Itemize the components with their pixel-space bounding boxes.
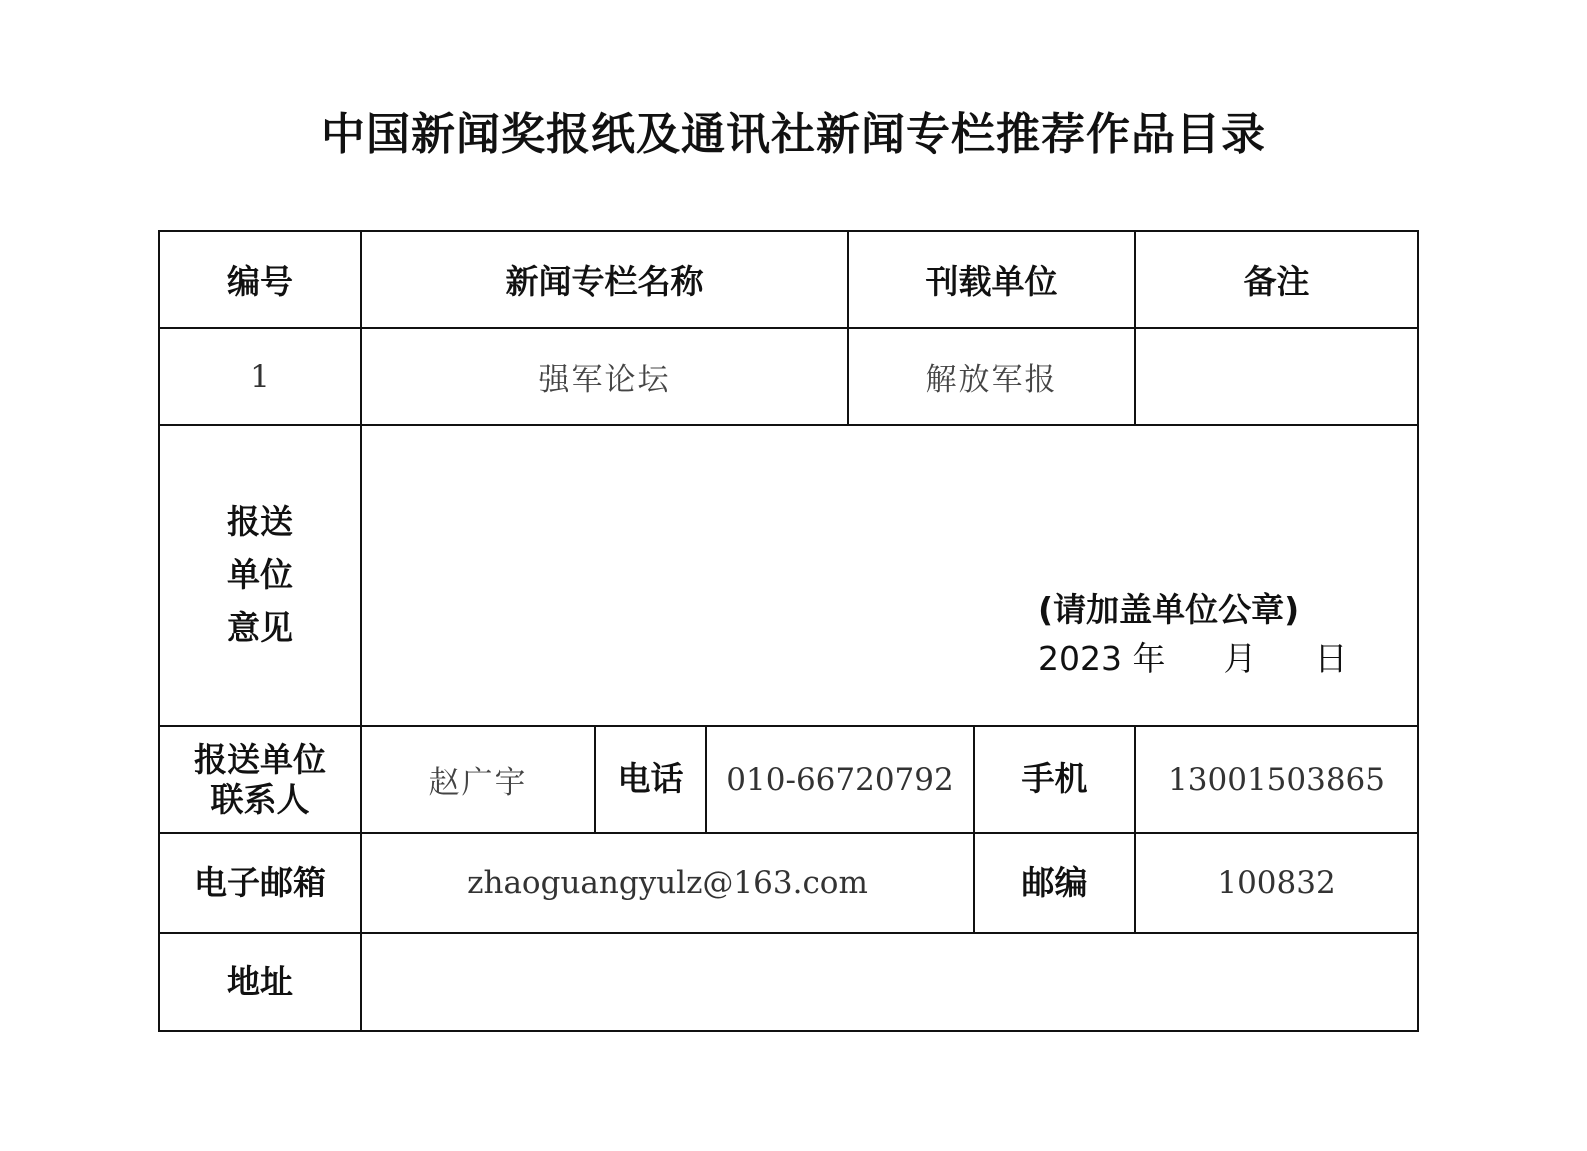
seal-block <box>1038 584 1347 680</box>
seal-note: (请加盖单位公章) <box>1038 590 1300 629</box>
address-value[interactable] <box>361 933 1418 1031</box>
address-row <box>159 933 1418 1031</box>
recommendation-form-table <box>158 230 1419 1032</box>
date-year-unit: 年 <box>1132 639 1166 678</box>
mobile-label: 手机 <box>974 726 1135 833</box>
postcode-label: 邮编 <box>974 833 1135 933</box>
phone-value[interactable]: 010-66720792 <box>706 726 974 833</box>
date-year: 2023 <box>1038 639 1122 678</box>
phone-label: 电话 <box>595 726 706 833</box>
date-day-unit: 日 <box>1314 639 1348 678</box>
page-title: 中国新闻奖报纸及通讯社新闻专栏推荐作品目录 <box>321 109 1266 160</box>
opinion-row <box>159 425 1418 726</box>
entry-remarks[interactable] <box>1135 328 1418 425</box>
contact-label <box>159 726 361 833</box>
header-number: 编号 <box>159 231 361 328</box>
header-remarks: 备注 <box>1135 231 1418 328</box>
contact-row <box>159 726 1418 833</box>
entry-publisher[interactable]: 解放军报 <box>848 328 1135 425</box>
email-value[interactable]: zhaoguangyulz@163.com <box>361 833 974 933</box>
date-month-unit: 月 <box>1223 639 1257 678</box>
header-row <box>159 231 1418 328</box>
contact-label-line1: 报送单位 <box>194 739 326 779</box>
contact-name[interactable]: 赵广宇 <box>361 726 595 833</box>
email-label: 电子邮箱 <box>159 833 361 933</box>
header-column-name: 新闻专栏名称 <box>361 231 848 328</box>
mobile-value[interactable]: 13001503865 <box>1135 726 1418 833</box>
header-publisher: 刊载单位 <box>848 231 1135 328</box>
entry-column-name[interactable]: 强军论坛 <box>361 328 848 425</box>
entry-row <box>159 328 1418 425</box>
postcode-value[interactable]: 100832 <box>1135 833 1418 933</box>
contact-label-line2: 联系人 <box>210 779 310 819</box>
entry-number: 1 <box>159 328 361 425</box>
opinion-label <box>159 425 361 726</box>
opinion-label-line2: 单位 <box>227 555 293 595</box>
email-row <box>159 833 1418 933</box>
opinion-label-line3: 意见 <box>227 607 293 647</box>
date-line <box>1038 633 1347 680</box>
opinion-field[interactable] <box>361 425 1418 726</box>
opinion-label-line1: 报送 <box>227 502 293 542</box>
address-label: 地址 <box>159 933 361 1031</box>
